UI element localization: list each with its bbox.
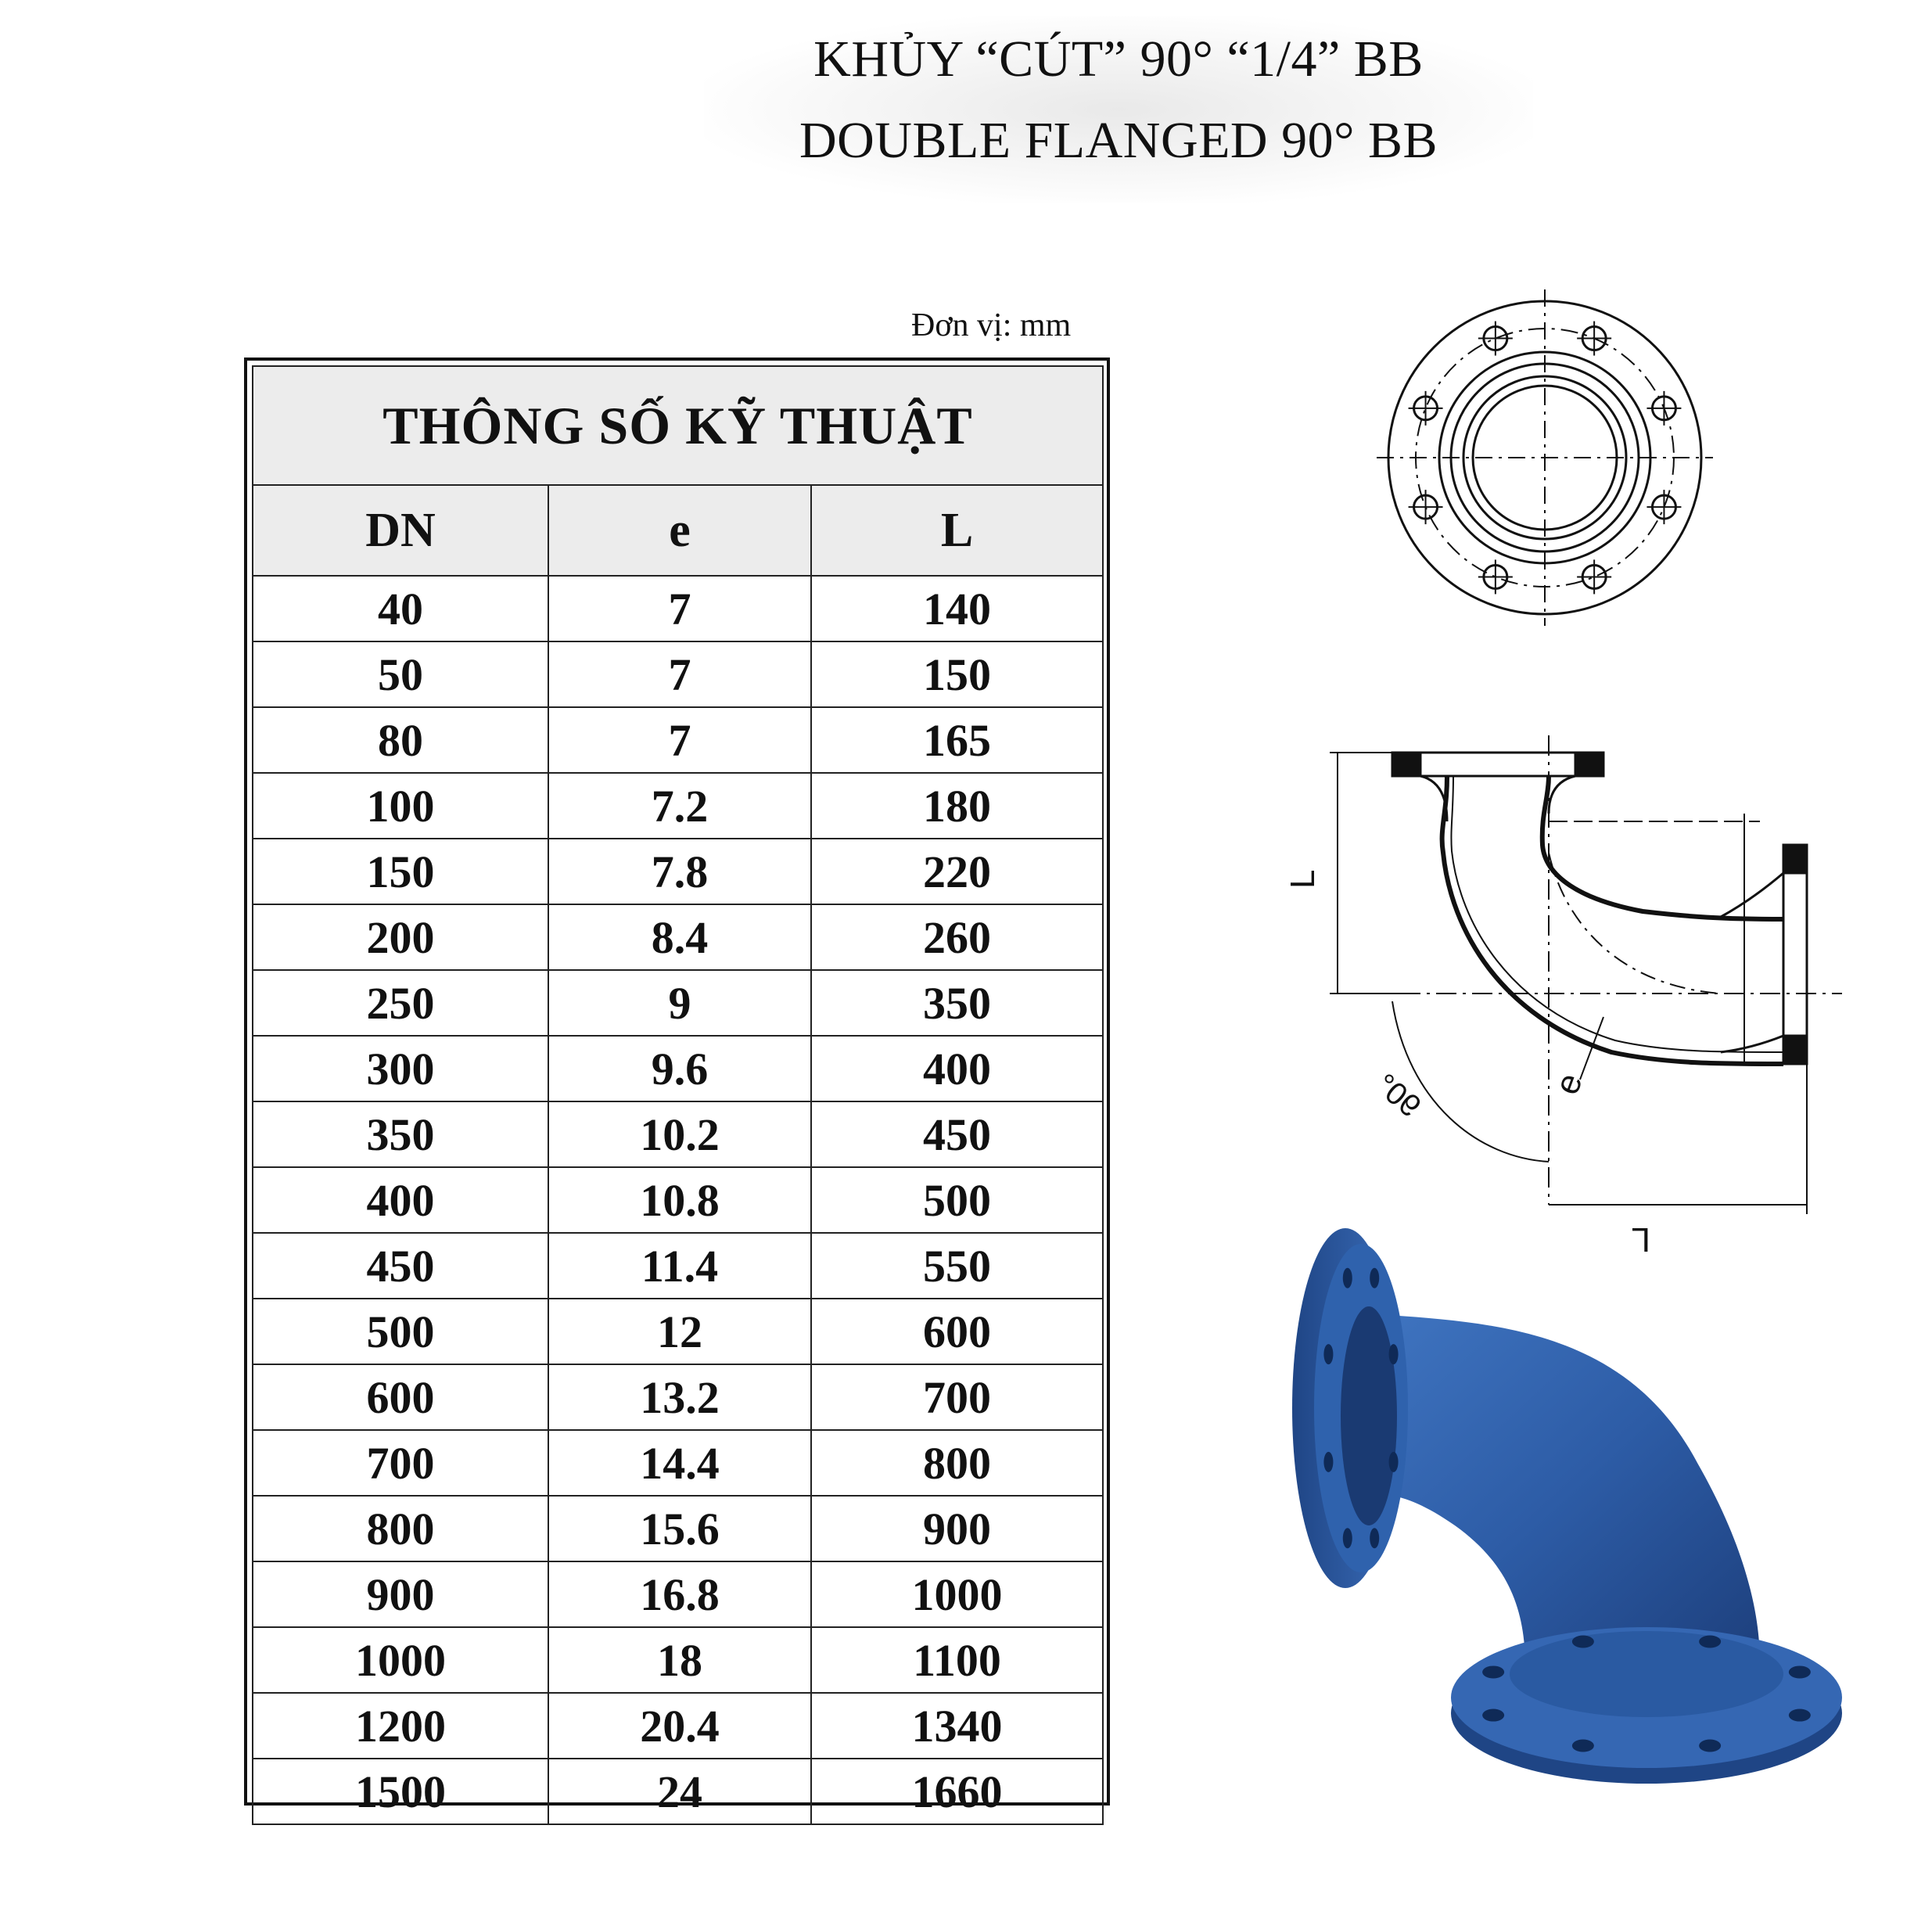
cell-e: 7 (548, 641, 811, 707)
flange-bolt-hole (1789, 1665, 1811, 1678)
cell-l: 500 (811, 1167, 1103, 1233)
table-row (253, 904, 1103, 970)
cell-e: 16.8 (548, 1561, 811, 1627)
cell-dn: 40 (253, 576, 548, 641)
cell-dn: 100 (253, 773, 548, 839)
label-l-vertical: L (1284, 869, 1322, 889)
title-vietnamese: KHỦY “CÚT” 90° “1/4” BB (813, 31, 1424, 88)
cell-l: 900 (811, 1496, 1103, 1561)
cell-dn: 80 (253, 707, 548, 773)
flange-bolt-hole (1343, 1268, 1352, 1288)
flange-bolt-hole (1389, 1452, 1399, 1472)
cell-l: 180 (811, 773, 1103, 839)
cell-dn: 700 (253, 1430, 548, 1496)
flange-bolt-hole (1343, 1528, 1352, 1548)
cell-l: 550 (811, 1233, 1103, 1299)
flange-bolt-hole (1482, 1709, 1504, 1722)
cell-dn: 350 (253, 1101, 548, 1167)
table-row (253, 773, 1103, 839)
cell-l: 260 (811, 904, 1103, 970)
cell-l: 700 (811, 1364, 1103, 1430)
flange-bolt-hole (1572, 1740, 1594, 1752)
cell-l: 165 (811, 707, 1103, 773)
cell-e: 11.4 (548, 1233, 811, 1299)
cell-dn: 400 (253, 1167, 548, 1233)
table-row (253, 1299, 1103, 1364)
title-english: DOUBLE FLANGED 90° BB (799, 112, 1438, 169)
table-row (253, 1233, 1103, 1299)
cell-e: 10.8 (548, 1167, 811, 1233)
table-row (253, 970, 1103, 1036)
cell-l: 350 (811, 970, 1103, 1036)
cell-dn: 300 (253, 1036, 548, 1101)
cell-e: 7 (548, 707, 811, 773)
column-header-e: e (548, 485, 811, 576)
flange-bolt-hole (1323, 1344, 1333, 1364)
cell-l: 600 (811, 1299, 1103, 1364)
cell-dn: 800 (253, 1496, 548, 1561)
cell-l: 1340 (811, 1693, 1103, 1759)
cell-dn: 500 (253, 1299, 548, 1364)
flange-bolt-hole (1323, 1452, 1333, 1472)
label-e: e (1547, 1068, 1590, 1100)
cell-l: 150 (811, 641, 1103, 707)
cell-e: 9 (548, 970, 811, 1036)
cell-e: 12 (548, 1299, 811, 1364)
label-l-horizontal: L (1631, 1220, 1650, 1259)
cell-dn: 200 (253, 904, 548, 970)
cell-dn: 250 (253, 970, 548, 1036)
cell-dn: 1500 (253, 1759, 548, 1824)
table-row (253, 1627, 1103, 1693)
product-photo (1259, 1205, 1854, 1831)
cell-e: 15.6 (548, 1496, 811, 1561)
cell-e: 8.4 (548, 904, 811, 970)
flange-front-view (1361, 289, 1729, 626)
cell-e: 14.4 (548, 1430, 811, 1496)
cell-dn: 600 (253, 1364, 548, 1430)
cell-e: 20.4 (548, 1693, 811, 1759)
spec-table-frame (244, 358, 1110, 1817)
table-row (253, 707, 1103, 773)
flange-bolt-hole (1370, 1268, 1379, 1288)
cell-dn: 900 (253, 1561, 548, 1627)
cell-dn: 450 (253, 1233, 548, 1299)
column-header-dn: DN (253, 485, 548, 576)
table-row (253, 1496, 1103, 1561)
cell-l: 1100 (811, 1627, 1103, 1693)
flange-bolt-hole (1370, 1528, 1379, 1548)
cell-e: 7.2 (548, 773, 811, 839)
cell-e: 7.8 (548, 839, 811, 904)
table-row (253, 1167, 1103, 1233)
cell-dn: 1200 (253, 1693, 548, 1759)
cell-dn: 50 (253, 641, 548, 707)
flange-bolt-hole (1389, 1344, 1399, 1364)
cell-e: 10.2 (548, 1101, 811, 1167)
cell-e: 7 (548, 576, 811, 641)
cell-e: 18 (548, 1627, 811, 1693)
spec-table (252, 365, 1104, 1825)
table-row (253, 1036, 1103, 1101)
flange-bolt-hole (1699, 1635, 1721, 1647)
table-row (253, 1759, 1103, 1824)
flange-bolt-hole (1789, 1709, 1811, 1722)
flange-bolt-hole (1699, 1740, 1721, 1752)
flange-bolt-hole (1572, 1635, 1594, 1647)
cell-l: 1000 (811, 1561, 1103, 1627)
cell-e: 9.6 (548, 1036, 811, 1101)
cell-l: 800 (811, 1430, 1103, 1496)
cell-e: 24 (548, 1759, 811, 1824)
elbow-section-drawing (1283, 735, 1846, 1259)
spec-table-title: THÔNG SỐ KỸ THUẬT (253, 366, 1103, 485)
cell-l: 450 (811, 1101, 1103, 1167)
table-row (253, 1430, 1103, 1496)
cell-e: 13.2 (548, 1364, 811, 1430)
table-row (253, 1364, 1103, 1430)
column-header-l: L (811, 485, 1103, 576)
label-angle: 90° (1368, 1067, 1427, 1124)
cell-dn: 1000 (253, 1627, 548, 1693)
flange-bolt-hole (1482, 1665, 1504, 1678)
table-row (253, 1561, 1103, 1627)
table-row (253, 839, 1103, 904)
cell-l: 400 (811, 1036, 1103, 1101)
unit-note: Đơn vị: mm (911, 307, 1072, 343)
cell-l: 220 (811, 839, 1103, 904)
cell-l: 1660 (811, 1759, 1103, 1824)
table-row (253, 1693, 1103, 1759)
table-row (253, 641, 1103, 707)
table-row (253, 576, 1103, 641)
cell-dn: 150 (253, 839, 548, 904)
cell-l: 140 (811, 576, 1103, 641)
table-row (253, 1101, 1103, 1167)
